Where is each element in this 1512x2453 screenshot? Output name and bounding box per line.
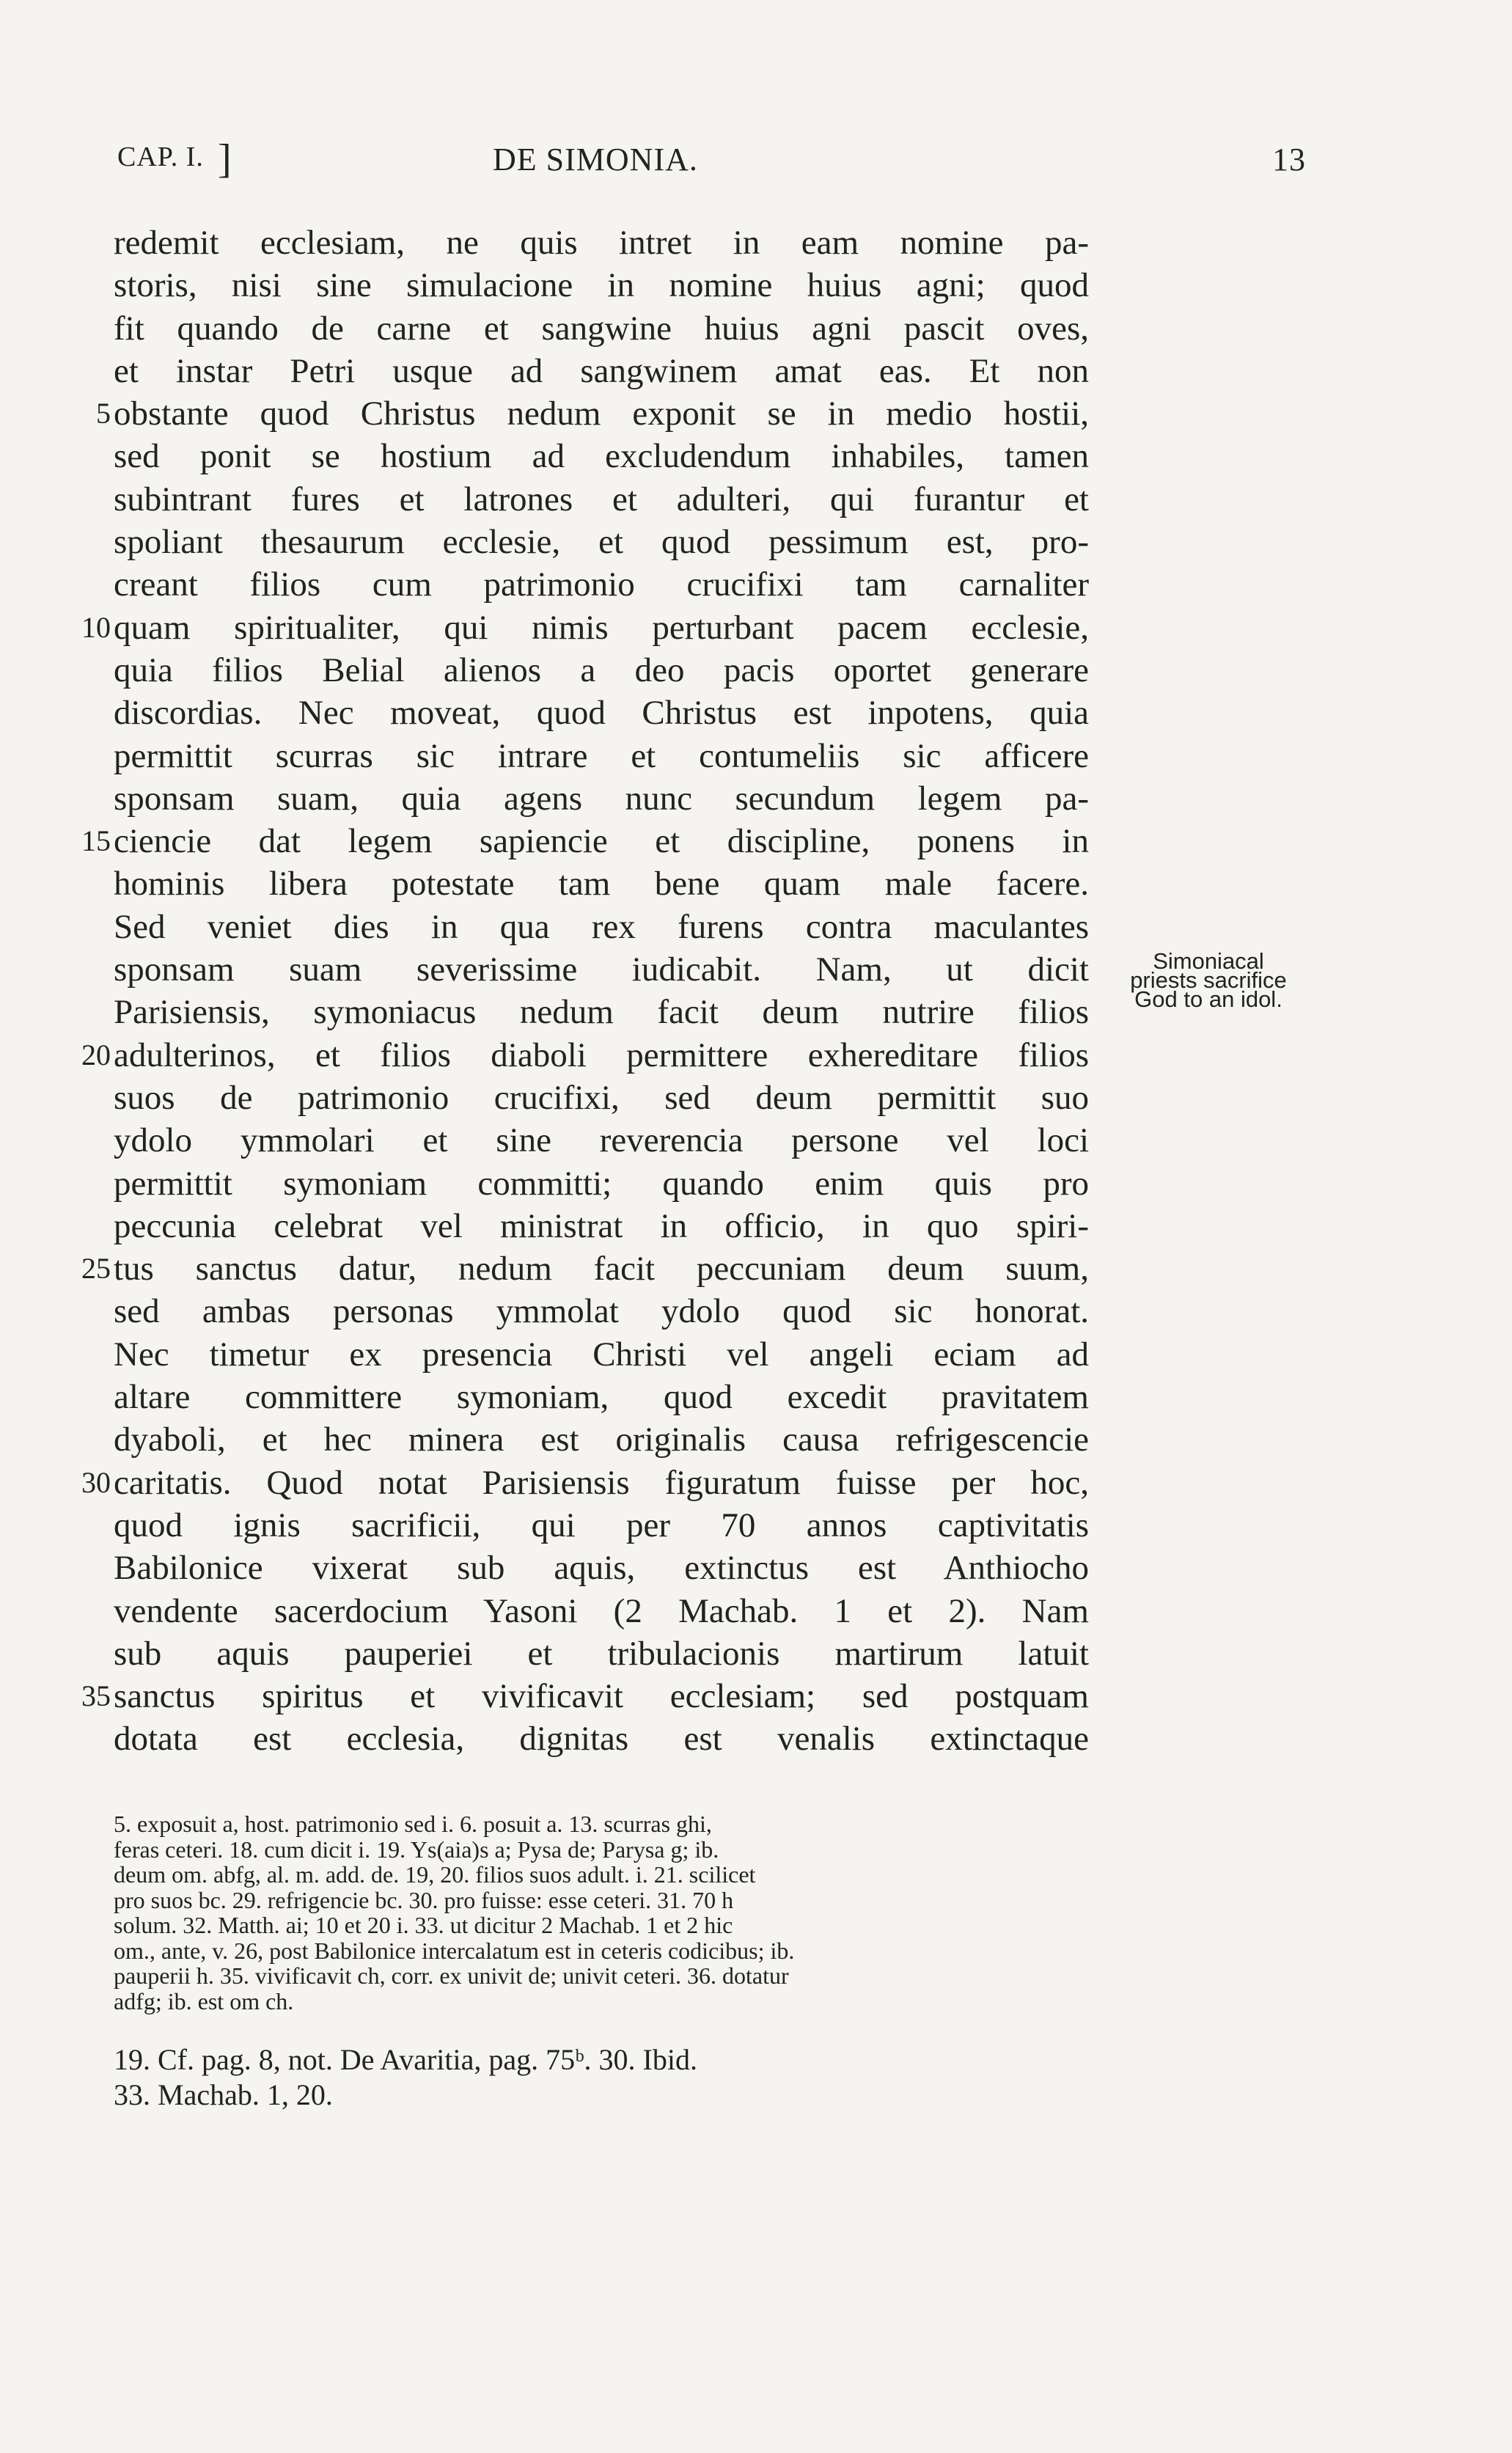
- line-text: spoliant thesaurum ecclesie, et quod pessimum est, pro-: [114, 523, 1089, 562]
- text-line: [114, 1290, 1089, 1332]
- line-text: subintrant fures et latrones et adulteri, qui furantur et: [114, 480, 1089, 518]
- margin-note: [1098, 948, 1318, 1012]
- line-text: altare committere symoniam, quod excedit pravitatem: [114, 1378, 1089, 1417]
- margin-note-line: priests sacrifice: [1130, 967, 1287, 993]
- line-text: Sed veniet dies in qua rex furens contra maculantes: [114, 907, 1089, 946]
- line-text: permittit symoniam committi; quando enim quis pro: [114, 1164, 1089, 1203]
- text-line: [114, 1547, 1089, 1589]
- text-line: [114, 991, 1089, 1033]
- text-line: [114, 1205, 1089, 1247]
- line-number: 35: [81, 1679, 111, 1713]
- line-text: sed ambas personas ymmolat ydolo quod sic honorat.: [114, 1292, 1089, 1331]
- line-text: Parisiensis, symoniacus nedum facit deum nutrire filios: [114, 993, 1089, 1032]
- line-text: dyaboli, et hec minera est originalis causa refrigescencie: [114, 1420, 1089, 1459]
- footnote-line: deum om. abfg, al. m. add. de. 19, 20. filios suos adult. i. 21. scilicet: [114, 1861, 756, 1888]
- line-text: permittit scurras sic intrare et contumeliis sic afficere: [114, 736, 1089, 775]
- line-text: Nec timetur ex presencia Christi vel angeli eciam ad: [114, 1335, 1089, 1374]
- text-line: [114, 1632, 1089, 1675]
- line-text: ciencie dat legem sapiencie et discipline, ponens in: [114, 822, 1089, 861]
- line-text: tus sanctus datur, nedum facit peccuniam deum suum,: [114, 1250, 1089, 1288]
- reference-line: 33. Machab. 1, 20.: [114, 2078, 333, 2111]
- reference-line: 19. Cf. pag. 8, not. De Avaritia, pag. 75ᵇ. 30. Ibid.: [114, 2043, 697, 2076]
- line-text: Babilonice vixerat sub aquis, extinctus est Anthiocho: [114, 1549, 1089, 1588]
- text-line: [114, 221, 1089, 264]
- line-text: suos de patrimonio crucifixi, sed deum permittit suo: [114, 1078, 1089, 1117]
- margin-note-line: Simoniacal: [1153, 948, 1264, 974]
- text-line: [114, 1119, 1089, 1162]
- line-number: 15: [81, 824, 111, 858]
- line-text: hominis libera potestate tam bene quam male facere.: [114, 865, 1089, 903]
- line-number: 10: [81, 610, 111, 644]
- line-text: redemit ecclesiam, ne quis intret in eam nomine pa-: [114, 224, 1089, 262]
- text-line: [114, 1418, 1089, 1461]
- text-line: [81, 1675, 1089, 1717]
- line-number: 5: [96, 397, 111, 430]
- line-text: obstante quod Christus nedum exponit se in medio hostii,: [114, 395, 1089, 433]
- line-text: sed ponit se hostium ad excludendum inhabiles, tamen: [114, 437, 1089, 476]
- text-line: [114, 1376, 1089, 1418]
- text-line: [114, 350, 1089, 392]
- text-line: [114, 435, 1089, 477]
- text-line: [114, 1077, 1089, 1119]
- line-text: sponsam suam, quia agens nunc secundum legem pa-: [114, 779, 1089, 818]
- text-line: [114, 649, 1089, 692]
- text-line: [114, 521, 1089, 563]
- footnote-line: om., ante, v. 26, post Babilonice intercalatum est in ceteris codicibus; ib.: [114, 1937, 795, 1964]
- main-text: [81, 221, 1089, 1761]
- text-line: [81, 1247, 1089, 1290]
- text-line: [81, 606, 1089, 649]
- line-text: sponsam suam severissime iudicabit. Nam, ut dicit: [114, 950, 1089, 989]
- running-title: DE SIMONIA.: [493, 142, 698, 177]
- footnote-line: adfg; ib. est om ch.: [114, 1987, 294, 2014]
- text-line: [114, 948, 1089, 991]
- line-text: ydolo ymmolari et sine reverencia persone vel loci: [114, 1121, 1089, 1160]
- line-text: vendente sacerdocium Yasoni (2 Machab. 1 et 2). Nam: [114, 1591, 1089, 1630]
- margin-note-line: God to an idol.: [1134, 986, 1282, 1012]
- footnote-line: pauperii h. 35. vivificavit ch, corr. ex univit de; univit ceteri. 36. dotatur: [114, 1962, 789, 1989]
- text-line: [114, 777, 1089, 820]
- line-text: peccunia celebrat vel ministrat in officio, in quo spiri-: [114, 1206, 1089, 1245]
- line-text: adulterinos, et filios diaboli permittere exhereditare filios: [114, 1035, 1089, 1074]
- line-number: 25: [81, 1252, 111, 1286]
- line-number: 30: [81, 1465, 111, 1499]
- footnote-line: feras ceteri. 18. cum dicit i. 19. Ys(aia)s a; Pysa de; Parysa g; ib.: [114, 1836, 719, 1863]
- text-line: [114, 563, 1089, 606]
- line-text: storis, nisi sine simulacione in nomine huius agni; quod: [114, 266, 1089, 305]
- text-line: [114, 692, 1089, 734]
- text-line: [114, 264, 1089, 307]
- text-line: [114, 1717, 1089, 1760]
- footnote-line: pro suos bc. 29. refrigencie bc. 30. pro fuisse: esse ceteri. 31. 70 h: [114, 1886, 734, 1913]
- text-line: [114, 735, 1089, 777]
- text-line: [114, 906, 1089, 948]
- text-line: [81, 1462, 1089, 1504]
- text-line: [81, 820, 1089, 862]
- text-line: [114, 1590, 1089, 1632]
- line-text: creant filios cum patrimonio crucifixi tam carnaliter: [114, 565, 1089, 604]
- line-text: quia filios Belial alienos a deo pacis oportet generare: [114, 650, 1089, 689]
- text-line: [96, 392, 1089, 435]
- line-text: sub aquis pauperiei et tribulacionis martirum latuit: [114, 1634, 1089, 1673]
- line-text: quod ignis sacrificii, qui per 70 annos captivitatis: [114, 1506, 1089, 1544]
- text-line: [114, 478, 1089, 521]
- chapter-label: CAP. I.: [117, 142, 204, 172]
- text-line: [81, 1034, 1089, 1077]
- source-references: [114, 2042, 1089, 2113]
- text-line: [114, 1162, 1089, 1205]
- line-text: sanctus spiritus et vivificavit ecclesiam; sed postquam: [114, 1677, 1089, 1716]
- critical-apparatus: [114, 1811, 1089, 2014]
- page-number: 13: [1272, 142, 1306, 177]
- text-line: [114, 1504, 1089, 1547]
- text-line: [114, 1333, 1089, 1376]
- line-number: 20: [81, 1038, 111, 1071]
- line-text: discordias. Nec moveat, quod Christus est inpotens, quia: [114, 694, 1089, 733]
- text-line: [114, 307, 1089, 350]
- line-text: fit quando de carne et sangwine huius agni pascit oves,: [114, 309, 1089, 348]
- footnote-line: 5. exposuit a, host. patrimonio sed i. 6. posuit a. 13. scurras ghi,: [114, 1811, 712, 1837]
- line-text: caritatis. Quod notat Parisiensis figuratum fuisse per hoc,: [114, 1463, 1089, 1502]
- line-text: dotata est ecclesia, dignitas est venalis extinctaque: [114, 1720, 1089, 1759]
- text-line: [114, 862, 1089, 905]
- footnote-line: solum. 32. Matth. ai; 10 et 20 i. 33. ut dicitur 2 Machab. 1 et 2 hic: [114, 1912, 733, 1938]
- line-text: quam spiritualiter, qui nimis perturbant pacem ecclesie,: [114, 608, 1089, 647]
- line-text: et instar Petri usque ad sangwinem amat eas. Et non: [114, 351, 1089, 390]
- header-bracket: ]: [218, 136, 232, 182]
